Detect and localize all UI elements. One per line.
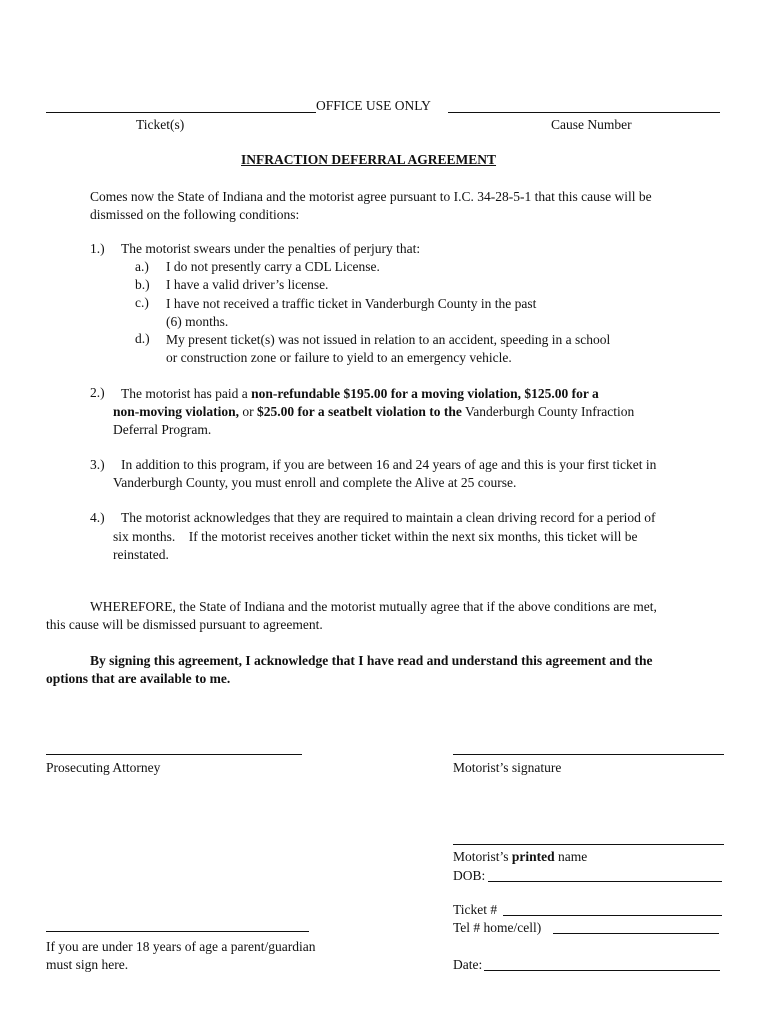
printed-label-c: name: [554, 849, 588, 864]
item2-line1: [121, 385, 721, 403]
guardian-signature-line: [46, 931, 309, 932]
item1-sub-c-text: [166, 295, 536, 331]
acknowledge-line2: options that are available to me.: [46, 671, 231, 686]
item3-line1: In addition to this program, if you are between 16 and 24 years of age and this is your first ticket in: [121, 457, 657, 472]
intro-paragraph: [90, 188, 652, 224]
motorist-printed-name-line: [453, 844, 724, 845]
printed-label-a: Motorist’s: [453, 849, 512, 864]
office-line-left: [46, 112, 316, 113]
item1-sub-b-text: I have a valid driver’s license.: [166, 277, 329, 292]
item2-l1-a: The motorist has paid a: [121, 386, 252, 401]
office-use-title: OFFICE USE ONLY: [316, 98, 431, 113]
item3-number: 3.): [90, 457, 105, 472]
item2-l2-b: or: [239, 404, 258, 419]
item1-sub-d-line2: or construction zone or failure to yield to an emergency vehicle.: [166, 350, 512, 365]
ticket-number-label: Ticket #: [453, 902, 498, 917]
item4-number: 4.): [90, 510, 105, 525]
dob-label: DOB:: [453, 868, 486, 883]
intro-line-2: dismissed on the following conditions:: [90, 207, 300, 222]
item4-line3: reinstated.: [113, 547, 169, 562]
item1-sub-a-text: I do not presently carry a CDL License.: [166, 259, 380, 274]
intro-line-1: Comes now the State of Indiana and the motorist agree pursuant to I.C. 34-28-5-1 that this cause will be: [90, 189, 652, 204]
item1-sub-d-line1: My present ticket(s) was not issued in relation to an accident, speeding in a school: [166, 332, 611, 347]
item1-number: 1.): [90, 241, 105, 256]
item4-cont: [113, 528, 638, 564]
item2-cont: [113, 403, 723, 439]
tickets-label: Ticket(s): [136, 117, 185, 132]
motorist-printed-name-label: [453, 849, 587, 865]
item3-line2: Vanderburgh County, you must enroll and complete the Alive at 25 course.: [113, 475, 517, 490]
item1-sub-b-letter: b.): [135, 277, 150, 292]
date-label: Date:: [453, 957, 483, 972]
item2-line2: [113, 403, 723, 421]
prosecuting-signature-line: [46, 754, 302, 755]
item2-line3: Deferral Program.: [113, 422, 212, 437]
item1-sub-a-letter: a.): [135, 259, 149, 274]
office-line-right: [448, 112, 720, 113]
item1-sub-d-text: [166, 331, 610, 367]
item2-l2-d: Vanderburgh County Infraction: [461, 404, 635, 419]
item1-sub-c-line2: (6) months.: [166, 314, 229, 329]
item4-line2: six months. If the motorist receives another ticket within the next six months, this ticket will be: [113, 529, 638, 544]
item4-line1: The motorist acknowledges that they are required to maintain a clean driving record for a period of: [121, 510, 656, 525]
item1-sub-c-letter: c.): [135, 295, 149, 310]
prosecuting-attorney-label: Prosecuting Attorney: [46, 760, 161, 775]
motorist-signature-line: [453, 754, 724, 755]
guardian-line2: must sign here.: [46, 957, 129, 972]
item2-l2-c: $25.00 for a seatbelt violation to the: [257, 404, 462, 419]
cause-number-label: Cause Number: [551, 117, 632, 132]
item1-sub-d-letter: d.): [135, 331, 150, 346]
item2-l2-a: non-moving violation,: [113, 404, 240, 419]
document-heading: INFRACTION DEFERRAL AGREEMENT: [241, 152, 497, 167]
tel-label: Tel # home/cell): [453, 920, 542, 935]
item2-l1-b: non-refundable $195.00 for a moving violation, $125.00 for a: [251, 386, 599, 401]
guardian-line1: If you are under 18 years of age a parent/guardian: [46, 939, 316, 954]
item2-text: [121, 385, 721, 403]
dob-field-line[interactable]: [488, 881, 722, 882]
motorist-signature-label: Motorist’s signature: [453, 760, 562, 775]
item1-sub-c-line1: I have not received a traffic ticket in Vanderburgh County in the past: [166, 296, 537, 311]
date-field-line[interactable]: [484, 970, 720, 971]
tel-field-line[interactable]: [553, 933, 719, 934]
ticket-number-field-line[interactable]: [503, 915, 722, 916]
acknowledge-line1: By signing this agreement, I acknowledge that I have read and understand this agreement and the: [90, 653, 653, 668]
guardian-note: [46, 938, 316, 974]
wherefore-line1: WHEREFORE, the State of Indiana and the motorist mutually agree that if the above conditions are met,: [90, 599, 657, 614]
item1-text: The motorist swears under the penalties of perjury that:: [121, 241, 421, 256]
printed-label-b: printed: [511, 849, 555, 864]
item2-number: 2.): [90, 385, 105, 400]
wherefore-line2: this cause will be dismissed pursuant to agreement.: [46, 617, 323, 632]
